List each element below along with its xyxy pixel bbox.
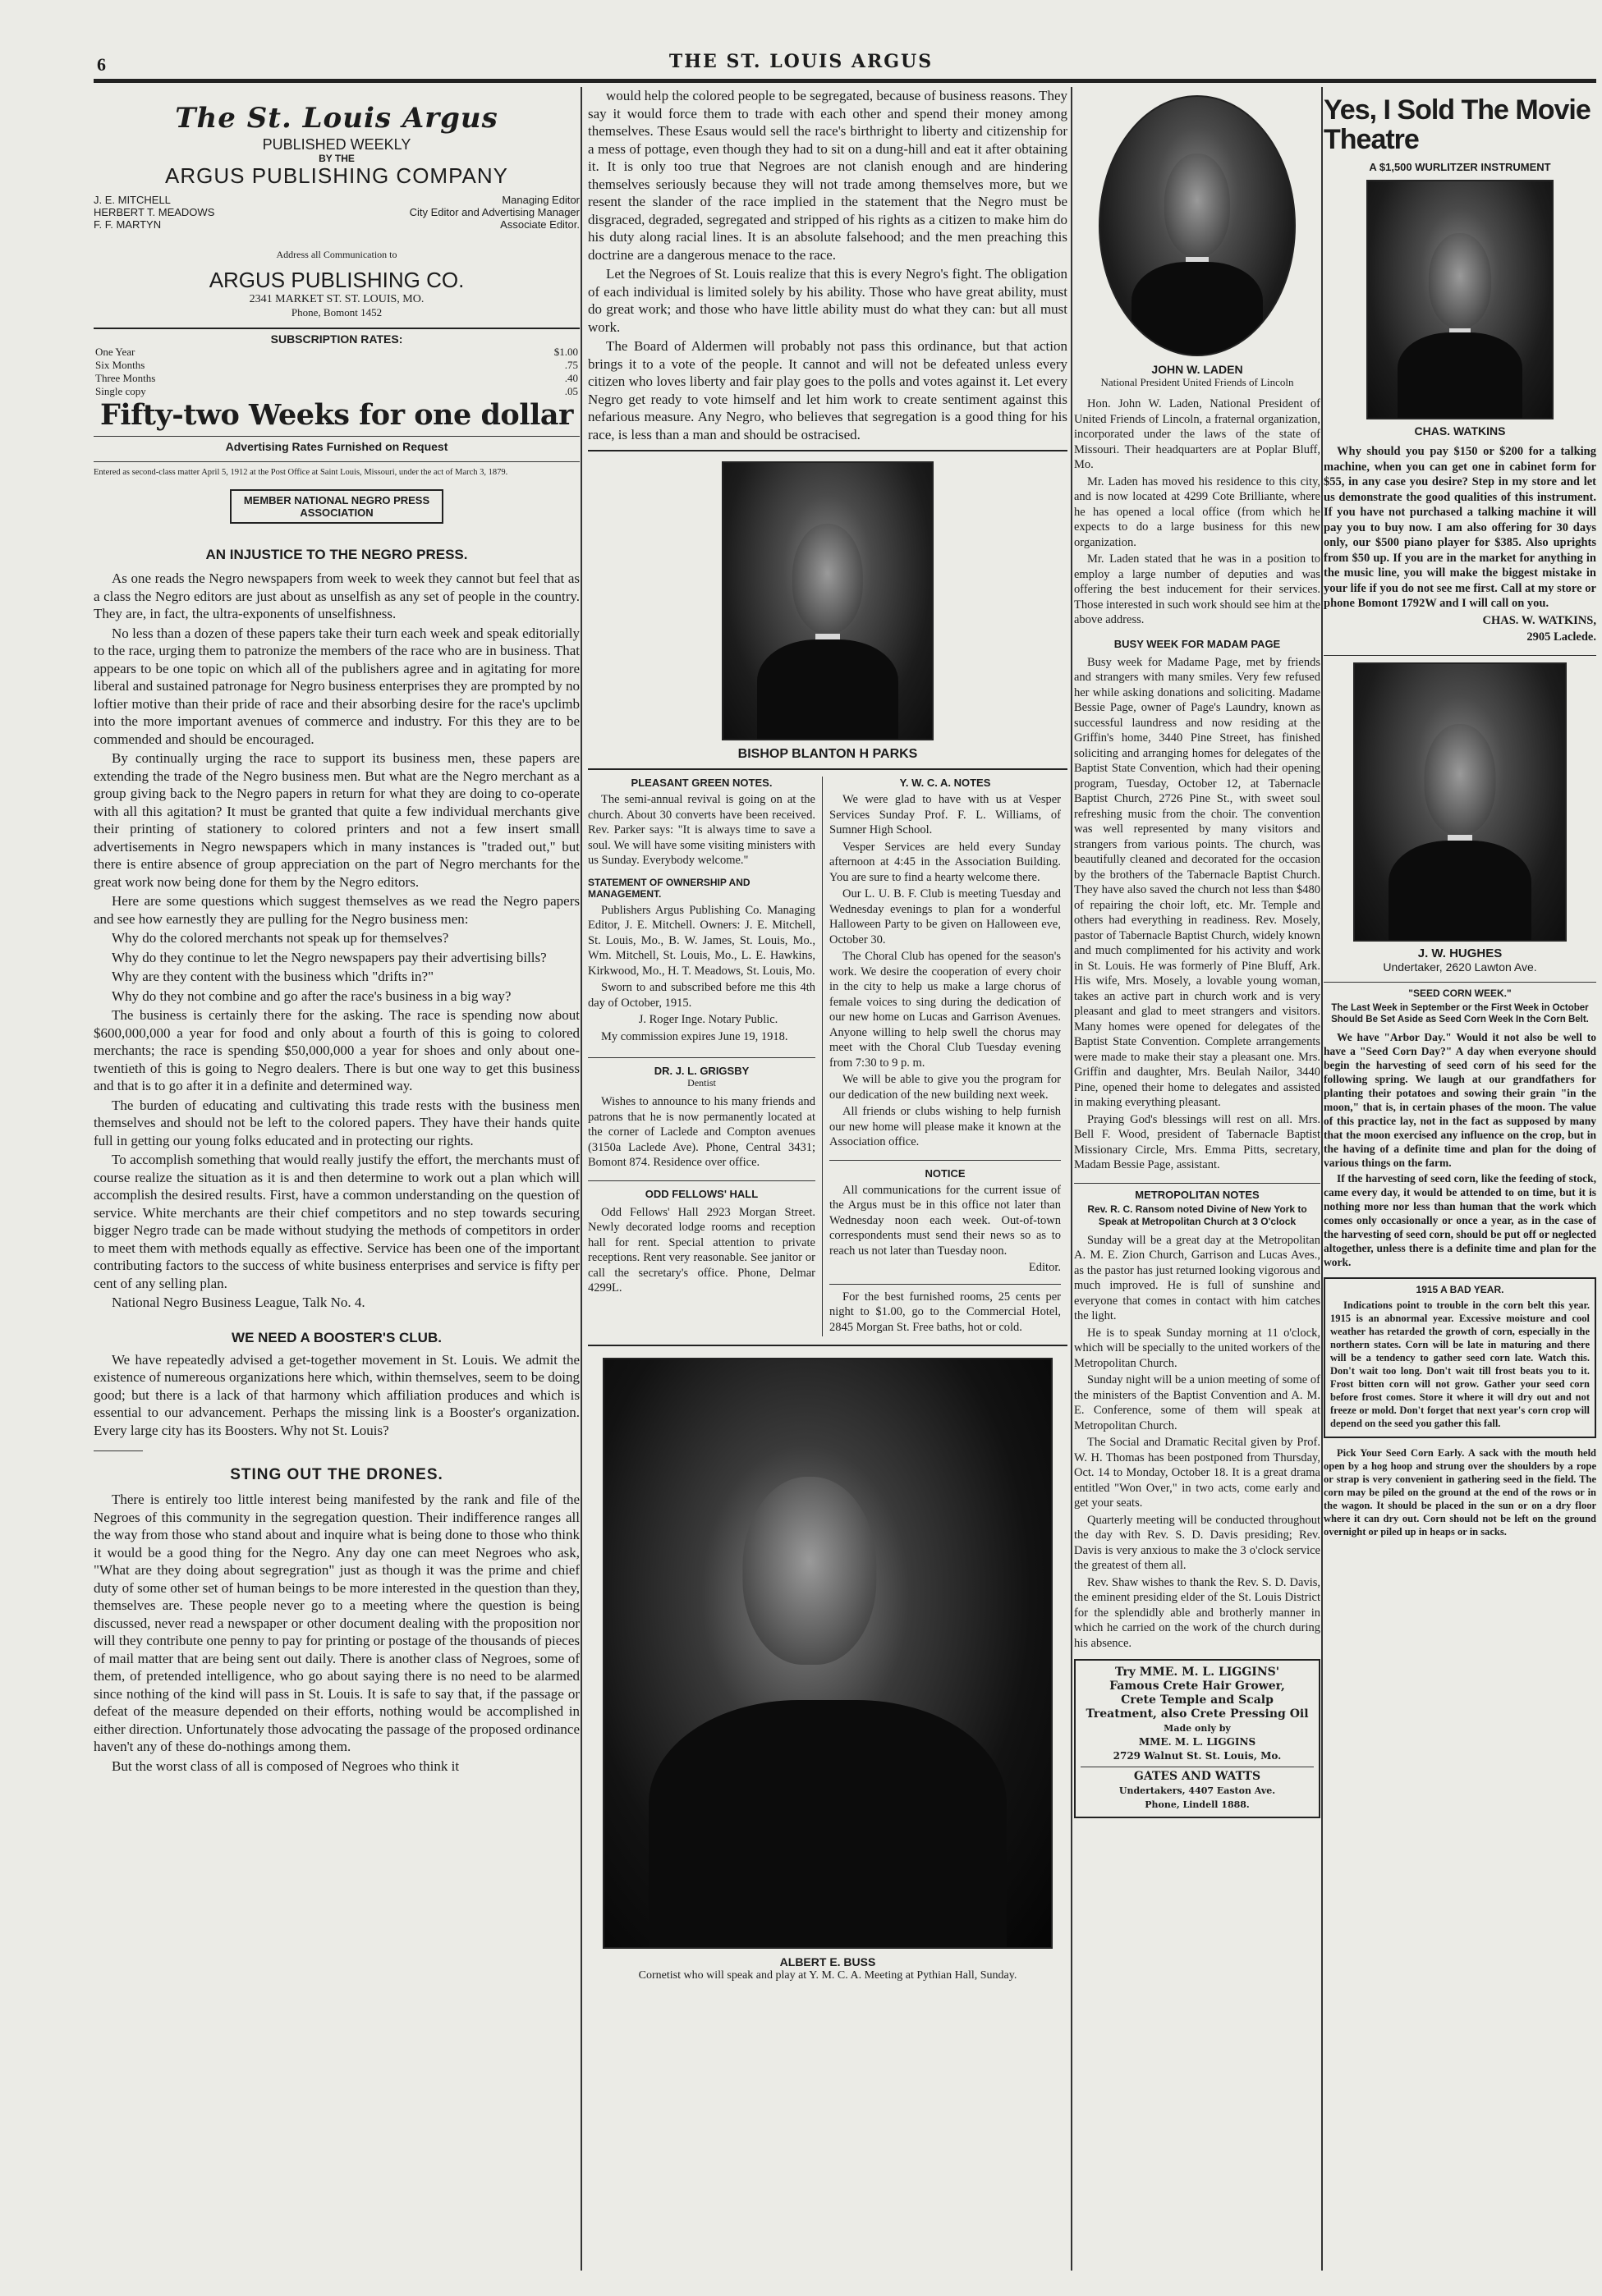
paragraph: The Choral Club has opened for the season's work. We desire the cooperation of every choir in the city to help us make a large chorus of female voices to sing during the dedication of our new home on Lucas and Garrison Avenues. Anyone willing to help swell the chorus may meet with the Choral Club Tuesday evening from 7:30 to 9 p. m.	[829, 950, 1061, 1070]
staff-role: City Editor and Advertising Manager	[409, 206, 580, 218]
watkins-sign: CHAS. W. WATKINS,	[1482, 613, 1596, 627]
running-head: THE ST. LOUIS ARGUS	[668, 51, 934, 72]
paragraph: Sunday night will be a union meeting of some of the ministers of the Baptist Convention and A. M. E. Conference, some of them will speak at Metropolitan Church.	[1074, 1373, 1320, 1432]
laden-portrait-block	[1074, 87, 1320, 388]
ad-line: MME. M. L. LIGGINS	[1138, 1736, 1256, 1748]
badyear-body	[1330, 1299, 1590, 1430]
staff-name: HERBERT T. MEADOWS	[94, 206, 215, 218]
drones-body	[94, 1491, 580, 1775]
column-rule	[581, 87, 582, 2271]
laden-sub: National President United Friends of Lincoln	[1100, 376, 1294, 388]
ad-line: Crete Temple and Scalp	[1121, 1693, 1274, 1707]
laden-caption: JOHN W. LADEN	[1151, 363, 1243, 376]
paragraph: All communications for the current issue of the Argus must be in this office not later than Wednesday noon each week. Out-of-town correspondents must send their news so as to reach us not later than Tuesday noon.	[829, 1183, 1061, 1258]
liggins-ad	[1074, 1659, 1320, 1818]
ad-line: Undertakers, 4407 Easton Ave.	[1118, 1785, 1276, 1796]
bishop-portrait-block	[588, 451, 1067, 768]
ownership-title: STATEMENT OF OWNERSHIP AND MANAGEMENT.	[588, 876, 751, 900]
ad-line: Treatment, also Crete Pressing Oil	[1086, 1707, 1309, 1721]
slogan: Fifty-two Weeks for one dollar	[100, 398, 573, 432]
address-phone: Phone, Bomont 1452	[291, 306, 383, 319]
buss-photo	[603, 1358, 1053, 1949]
ownership-body	[588, 903, 815, 1045]
paragraph: He is to speak Sunday morning at 11 o'clock, which will be specially to the united workers of the Metropolitan Church.	[1074, 1326, 1320, 1370]
paragraph: Let the Negroes of St. Louis realize that this is every Negro's fight. The obligation of each individual is limited solely by his ability. Those who have great ability, must do great work; and those who have little ability must do what they can: but all must work.	[588, 266, 1067, 335]
watkins-sub: A $1,500 WURLITZER INSTRUMENT	[1369, 161, 1551, 173]
address-block	[94, 249, 580, 319]
watkins-headline: Yes, I Sold The Movie Theatre	[1324, 94, 1591, 155]
metro-sub: Rev. R. C. Ransom noted Divine of New York to Speak at Metropolitan Church at 3 O'clock	[1087, 1203, 1307, 1227]
staff-role: Managing Editor	[502, 194, 580, 206]
paragraph: For the best furnished rooms, 25 cents per night to $1.00, go to the Commercial Hotel, 2845 Morgan St. Free baths, hot or cold.	[829, 1290, 1061, 1334]
paragraph: Pick Your Seed Corn Early. A sack with the mouth held open by a hog hoop and strung over the shoulders by a rope or strap is very convenient in gathering seed in the field. The corn may be piled on the ground at the end of the rows or in the wagon. It should be placed in the sun or on a dry floor where it can dry out. Corn should not be left on the ground overnight or piled up in heaps or in sacks.	[1324, 1446, 1596, 1538]
badyear-title: 1915 A BAD YEAR.	[1416, 1283, 1504, 1295]
page-number: 6	[97, 54, 106, 75]
metro-body	[1074, 1233, 1320, 1652]
paragraph: We have "Arbor Day." Would it not also be well to have a "Seed Corn Day?" A day when everyone should begin the harvesting of seed corn of his seed for the following spring. We laugh at our grandfathers for planting their potatoes and sowing their grain "in the moon," that is, in certain phases of the moon. The value of this practice lay, not in the fact as supposed by many that the moon exercised any influence on the crop, but in the having of a definite time and plan for the doing of various things on the farm.	[1324, 1030, 1596, 1169]
paragraph: My commission expires June 19, 1918.	[601, 1029, 788, 1043]
paragraph: would help the colored people to be segregated, because of business reasons. They say it would force them to trade with each other and spend their money among themselves. These Esaus would sell the race's birthright to liberty and citizenship for a mess of pottage, even though they had to sit on a dung-hill and eat it after obtaining it. It is only too true that Negroes are not clanish enough and are hindering themselves seriously because they will not trade among themselves more, but we resent the slander of the race implied in the statement that the Negro must be disgraced, degraded, segregated and stripped of his rights as a citizen to make him do his duty along racial lines. It is an absolute falsehood; and the men preaching this doctrine are a dangerous menace to the race.	[588, 88, 1067, 263]
divider	[94, 1450, 143, 1451]
paragraph: Mr. Laden has moved his residence to this city, and is now located at 4299 Cote Brilliante, where he has opened a local office (from which he expects to do a large business for this new organization.	[1074, 474, 1320, 549]
paragraph: But the worst class of all is composed of Negroes who think it	[112, 1758, 460, 1774]
paragraph: Why should you pay $150 or $200 for a talking machine, when you can get one in cabinet form for $55, in any case you desire? Step in my store and let us demonstrate the good qualities of this instrument. If you have not purchased a talking machine it will pay you to buy now. I am also offering for 30 days only, our $500 piano player for $385. Also uprights from $50 up. If you are in the market for anything in the music line, you will make the biggest mistake in your life if you do not see me first. Call at my store or phone Bomont 1792W and I will call on you.	[1324, 445, 1596, 610]
bishop-photo	[722, 461, 934, 740]
staff-row	[94, 206, 580, 218]
rate-row	[94, 346, 580, 359]
paragraph: Odd Fellows' Hall 2923 Morgan Street. Newly decorated lodge rooms and reception hall for rent. Special attention to private receptions. Rent very reasonable. See janitor or call the secretary's office. Phone, Delmar 4299L.	[588, 1205, 815, 1295]
rooms-ad	[829, 1284, 1061, 1336]
pleasant-title: PLEASANT GREEN NOTES.	[631, 777, 773, 789]
staff-name: J. E. MITCHELL	[94, 194, 171, 206]
rate-price: .40	[564, 372, 578, 384]
staff-row	[94, 218, 580, 231]
rate-price: $1.00	[553, 346, 578, 358]
notes-left	[588, 777, 823, 1336]
paragraph: Why do they continue to let the Negro newspapers pay their advertising bills?	[112, 949, 547, 965]
hughes-portrait-block	[1324, 655, 1596, 974]
watkins-portrait-block	[1324, 180, 1596, 438]
column-4	[1324, 87, 1596, 2271]
oddfellows-title: ODD FELLOWS' HALL	[588, 1180, 815, 1200]
ad-line: GATES AND WATTS	[1133, 1770, 1261, 1783]
paragraph: All friends or clubs wishing to help furnish our new home will please make it known at the Association office.	[829, 1105, 1061, 1148]
staff-list	[94, 194, 580, 231]
ad-line: Phone, Lindell 1888.	[1145, 1799, 1250, 1810]
rate-price: .05	[564, 385, 578, 397]
paragraph: The semi-annual revival is going on at the church. About 30 converts have been received. Rev. Parker says: "It is always time to save a soul. We will have some visiting ministers with us Sunday. Everybody welcome."	[588, 793, 815, 867]
watkins-caption: CHAS. WATKINS	[1414, 424, 1506, 438]
laden-photo	[1099, 95, 1296, 356]
paragraph: We will be able to give you the program for our dedication of the new building next week.	[829, 1073, 1061, 1102]
page-title: BUSY WEEK FOR MADAM PAGE	[1113, 637, 1281, 650]
paragraph: Mr. Laden stated that he was in a position to employ a large number of deputies and was offering the best inducement for their services. Those interested in such work should see him at the above address.	[1074, 552, 1320, 626]
seed-sub: The Last Week in September or the First Week in October Should Be Set Aside as Seed Corn Week In the Corn Belt.	[1331, 1002, 1589, 1024]
badyear-box	[1324, 1277, 1596, 1438]
masthead	[94, 87, 580, 189]
staff-name: F. F. MARTYN	[94, 218, 162, 231]
masthead-by: BY THE	[319, 153, 355, 164]
hughes-photo	[1353, 662, 1567, 942]
source-line: National Negro Business League, Talk No. 4.	[112, 1295, 365, 1310]
notice-title: NOTICE	[829, 1160, 1061, 1180]
paragraph: The business is certainly there for the asking. The race is spending now about $600,000,000 a year for food and only about a fourth of this is going to colored merchants; the race is spending $50,000,000 a year for shoes and only about one-twentieth of this is going to Negro dealers. There is but one way to get this business and that is to go after it in a definite and determined way.	[94, 1007, 580, 1093]
buss-portrait-block	[588, 1345, 1067, 1982]
address-company: ARGUS PUBLISHING CO.	[209, 268, 465, 292]
paragraph: We were glad to have with us at Vesper Services Sunday Prof. F. L. Williams, of Sumner High School.	[829, 793, 1061, 836]
paragraph: The burden of educating and cultivating this trade rests with the business men themselves and should not be left to the colored papers. They have their hands quite full in getting our young folks educated and in protecting our rights.	[94, 1097, 580, 1148]
drones-title: STING OUT THE DRONES.	[230, 1466, 443, 1483]
boosters-body	[94, 1351, 580, 1440]
subscription-table	[94, 346, 580, 398]
rate-price: .75	[564, 359, 578, 371]
paragraph: Hon. John W. Laden, National President of United Friends of Lincoln, a fraternal organization, incorporated under the laws of the state of Missouri. Their headquarters are at Poplar Bluff, Mo.	[1074, 397, 1320, 471]
paragraph: Rev. Shaw wishes to thank the Rev. S. D. Davis, the eminent presiding elder of the St. Louis District for the splendidly able and brotherly manner in which he carried on the work of the church during his absence.	[1074, 1575, 1320, 1650]
paragraph: To accomplish something that would really justify the effort, the merchants must of course realize the situation as it is and then determine to work out a plan which will accomplish the desired results. First, have a common understanding on the question of service. White merchants are their chief competitors and no step towards securing bigger Negro trade can be made without studying the methods of competitors in order to meet them with methods equally as effective. Service has been one of the important contributing factors to the success of white business enterprises and service is fifty per cent of any selling plan.	[94, 1152, 580, 1291]
paragraph: There is entirely too little interest being manifested by the rank and file of the Negroes of this community in the segregation question. Their indifference ranges all the way from those who stand about and inquire what is being done to those who think it would be a good thing for the Negro. Any day one can meet Negroes who ask, "What are they doing about segregration" just as though it was the prime and chief duty of some other set of human beings to be more interested in the question than they, themselves are. These people never go to a meeting where the question is being discussed, never read a newspaper or other document dealing with the proposition nor will they contribute one penny to pay for printing or postage of the thousands of pieces of mail matter that are being sent out daily. There is another class of Negroes, some of them, of pretended intelligence, who go about saying there is no need to be alarmed since nothing of the kind will pass in St. Louis. It is safe to say that, if the passage or defeat of the measure depended on their efforts, nothing would be accomplished in either direction. Unfortunately those advocating the passage of the proposed ordinance haven't any of these do-nothings among them.	[94, 1492, 580, 1754]
paragraph: Indications point to trouble in the corn belt this year. 1915 is an abnormal year. Excessive moisture and cool weather has retarded the growth of corn, especially in the northern states. Corn will be late in maturing and there will be a tendency to gather seed corn late. Watch this. Don't wait too long. Don't wait till frost beats you to it. Frost bitten corn will not grow. Gather your seed corn before frost comes. Store it where it will dry out and not freeze or mold. Don't forget that next year's corn crop will depend on the seed you gather this fall.	[1330, 1299, 1590, 1429]
entered-note: Entered as second-class matter April 5, 1912 at the Post Office at Saint Louis, Missouri, under the act of March 3, 1879.	[94, 461, 580, 478]
notice-body	[829, 1183, 1061, 1276]
address-street: 2341 MARKET ST. ST. LOUIS, MO.	[249, 293, 425, 305]
advertising-note: Advertising Rates Furnished on Request	[94, 436, 580, 453]
masthead-title: The St. Louis Argus	[175, 102, 498, 135]
column-2	[588, 87, 1067, 2287]
ad-line: Made only by	[1164, 1723, 1231, 1734]
paragraph: Why are they content with the business which "drifts in?"	[112, 969, 434, 984]
hughes-caption: J. W. HUGHES	[1417, 946, 1503, 960]
watkins-body	[1324, 444, 1596, 645]
paragraph: Vesper Services are held every Sunday afternoon at 4:45 in the Association Building. You are sure to find a hearty welcome there.	[829, 840, 1061, 884]
paragraph: If the harvesting of seed corn, like the feeding of stock, came every day, it would be attended to on time, but it is nothing more nor less than human that the work which comes only occasionally or once a year, as in the case of the harvesting of seed corn, should be put off or neglected altogether, unless there is a definite time and plan for the work.	[1324, 1171, 1596, 1268]
boosters-title: WE NEED A BOOSTER'S CLUB.	[232, 1329, 442, 1345]
paragraph: No less than a dozen of these papers take their turn each week and speak editorially to the race, urging them to patronize the members of the race who are in business. That appears to be one topic on which all of the publishers agree and in agitating for more liberal and sustained patronage for Negro business enterprises they are prompted by no loftier motive than their pride of race and their absorbing desire for the race's upclimb into the more important avenues of commerce and industry. For this they are to be commended and should be encouraged.	[94, 625, 580, 747]
staff-row	[94, 194, 580, 206]
seed-title: "SEED CORN WEEK."	[1324, 982, 1596, 999]
paragraph: Praying God's blessings will rest on all. Mrs. Bell F. Wood, president of Tabernacle Baptist Missionary Circle, Mrs. Emma Pitts, secretary, Madam Bessie Page, assistant.	[1074, 1112, 1320, 1171]
paragraph: Wishes to announce to his many friends and patrons that he is now permanently located at the corner of Laclede and Compton avenues (3150a Laclede Ave). Phone, Central 3431; Bomont 874. Residence over office.	[588, 1095, 815, 1169]
paragraph: As one reads the Negro newspapers from week to week they cannot but feel that as a class the Negro editors are just about as unselfish as any set of people in the country. They are, in fact, the ultra-exponents of unselfishness.	[94, 571, 580, 621]
paragraph: Sunday will be a great day at the Metropolitan A. M. E. Zion Church, Garrison and Lucas Aves., as the pastor has just returned looking vigorous and much improved. He is full of sunshine and everyone that comes in contact with him catches the light.	[1074, 1233, 1320, 1322]
column-1	[94, 87, 580, 2287]
pick-corn	[1324, 1446, 1596, 1538]
ywca-body	[829, 792, 1061, 1150]
oddfellows-body	[588, 1205, 815, 1296]
rate-term: Single copy	[95, 385, 146, 397]
rate-row	[94, 359, 580, 372]
injustice-title: AN INJUSTICE TO THE NEGRO PRESS.	[205, 547, 468, 562]
staff-role: Associate Editor.	[500, 218, 580, 231]
member-box: MEMBER NATIONAL NEGRO PRESS ASSOCIATION	[230, 489, 443, 524]
rate-term: One Year	[95, 346, 135, 358]
laden-body	[1074, 396, 1320, 628]
injustice-body	[94, 570, 580, 1312]
rate-row	[94, 385, 580, 398]
subscription-block	[94, 328, 580, 524]
paragraph: Here are some questions which suggest themselves as we read the Negro papers and see how earnestly they are pulling for the Negro business men:	[94, 893, 580, 927]
pleasant-body	[588, 792, 815, 868]
paragraph: Publishers Argus Publishing Co. Managing Editor, J. E. Mitchell. Owners: J. E. Mitchell, St. Louis, Mo., B. W. James, St. Louis, Mo., Wm. Mitchell, St. Louis, Mo., L. E. Hawkins, Kirkwood, Mo., H. T. Meadows, St. Louis, Mo.	[588, 903, 815, 978]
ad-line: Try MME. M. L. LIGGINS'	[1114, 1666, 1280, 1679]
watkins-addr: 2905 Laclede.	[1526, 630, 1596, 644]
rate-row	[94, 372, 580, 385]
seed-body	[1324, 1030, 1596, 1269]
ad-line: Famous Crete Hair Grower,	[1109, 1680, 1285, 1693]
column-rule	[1071, 87, 1072, 2271]
rate-term: Three Months	[95, 372, 156, 384]
grigsby-body	[588, 1094, 815, 1171]
grigsby-sub: Dentist	[687, 1077, 716, 1088]
paragraph: J. Roger Inge. Notary Public.	[638, 1013, 778, 1026]
drones-continued	[588, 87, 1067, 451]
top-rule	[94, 79, 1596, 83]
paragraph: Why do they not combine and go after the race's business in a big way?	[112, 988, 512, 1004]
paragraph: We have repeatedly advised a get-together movement in St. Louis. We admit the existence of numereous organizations here which, within themselves, seem to be doing good; but there is a lack of that harmony which affiliation produces and which is essential to our advancement. Perhaps the missing link is a Booster's organization. Every large city has its Boosters. Why not St. Louis?	[94, 1351, 580, 1438]
grigsby-title: DR. J. L. GRIGSBY	[588, 1057, 815, 1077]
notes-grid	[588, 768, 1067, 1336]
hughes-sub: Undertaker, 2620 Lawton Ave.	[1383, 960, 1537, 974]
address-label: Address all Communication to	[276, 249, 397, 260]
paragraph: The Board of Aldermen will probably not pass this ordinance, but that action brings it to a vote of the people. It cannot and will not be defeated unless every citizen who loves liberty and fair play goes to the polls and votes against it. Let every Negro get ready to vote himself and let him work to create sentiment against this nefarious measure. Any Negro, who believes that segregation is a good thing for his race, is less than a man and should be ostracised.	[588, 338, 1067, 442]
paragraph: Why do the colored merchants not speak up for themselves?	[112, 930, 449, 946]
ywca-title: Y. W. C. A. NOTES	[899, 777, 991, 789]
ad-line: 2729 Walnut St. St. Louis, Mo.	[1113, 1750, 1282, 1762]
metro-title: METROPOLITAN NOTES	[1074, 1183, 1320, 1201]
watkins-photo	[1366, 180, 1554, 419]
paragraph: Busy week for Madame Page, met by friends and strangers with many smiles. Very few refused her while asking donations and soliciting. Madame Bessie Page, owner of Page's Laundry, known as successful laundress and now residing at the Griffin's home, 3440 Pine Street, has finished soliciting and arranging homes for delegates of the Baptist State Convention, which had their opening program, Tuesday, October 12, at Tabernacle Baptist Church, 2726 Pine St., with sweet soul refreshing music from the choir. The convention was well represented by many visitors and strangers from various points. The church, was beautifully cleaned and decorated for the occasion by the brothers of the Tabernacle Baptist Church. They have also saved the church not less than $480 of repairing the choir loft, etc. Mr. Temple and others had everything in readiness. Rev. Mosely, pastor of Tabernacle Baptist Church, widely known and much complimented for his activity and work in St. Louis. He was formerly of Pine Bluff, Ark. His wife, Mrs. Mosely, a lovable young woman, takes an active part in church work and is very pleasant and glad to meet strangers and visitors. Many homes were opened for delegates of the Baptist State Convention. Complete arrangements were made to make their stay a pleasant one. Mrs. Griffin and daughter, Mrs. Beulah Nailor, 3440 Pine, opened their home to delegates and assisted in making everything pleasant.	[1074, 655, 1320, 1109]
masthead-published: PUBLISHED WEEKLY	[262, 136, 411, 153]
paragraph: The Social and Dramatic Recital given by Prof. W. H. Thomas has been postponed from Thursday, Oct. 14 to Monday, October 18. It is a great drama entitled "Won Over," in two acts, come early and get your seats.	[1074, 1436, 1320, 1510]
paragraph: Sworn to and subscribed before me this 4th day of October, 1915.	[588, 981, 815, 1010]
gates-ad	[1081, 1767, 1314, 1812]
notes-right	[823, 777, 1061, 1336]
column-3	[1074, 87, 1320, 2271]
notice-sign: Editor.	[1028, 1261, 1061, 1274]
paragraph: Our L. U. B. F. Club is meeting Tuesday and Wednesday evenings to plan for a wonderful Halloween Party to be given on Halloween eve, October 30.	[829, 887, 1061, 946]
paragraph: By continually urging the race to support its business men, these papers are extending the trade of the Negro business men. But what are the Negro merchant as a group giving back to the Negro papers in return for what they are doing to co-operate with all this agitation? It must be granted that quite a few individual merchants give their printing of stationery to colored printers and not a few insert small advertisements in Negro newspapers which in many instances is "traded out," but there is entire absence of group appreciation on the part of Negro merchants for the great work now being done for them by the Negro editors.	[94, 750, 580, 890]
subscription-head: SUBSCRIPTION RATES:	[270, 332, 403, 346]
bishop-caption: BISHOP BLANTON H PARKS	[737, 747, 918, 761]
page-body	[1074, 655, 1320, 1173]
buss-sub: Cornetist who will speak and play at Y. M. C. A. Meeting at Pythian Hall, Sunday.	[638, 1969, 1017, 1982]
paragraph: Quarterly meeting will be conducted throughout the day with Rev. S. D. Davis presiding; Rev. Davis is very anxious to make the 3 o'clock service the greatest of them all.	[1074, 1513, 1320, 1572]
masthead-company: ARGUS PUBLISHING COMPANY	[165, 163, 508, 188]
buss-caption: ALBERT E. BUSS	[779, 1955, 876, 1968]
rate-term: Six Months	[95, 359, 145, 371]
column-rule	[1321, 87, 1323, 2271]
